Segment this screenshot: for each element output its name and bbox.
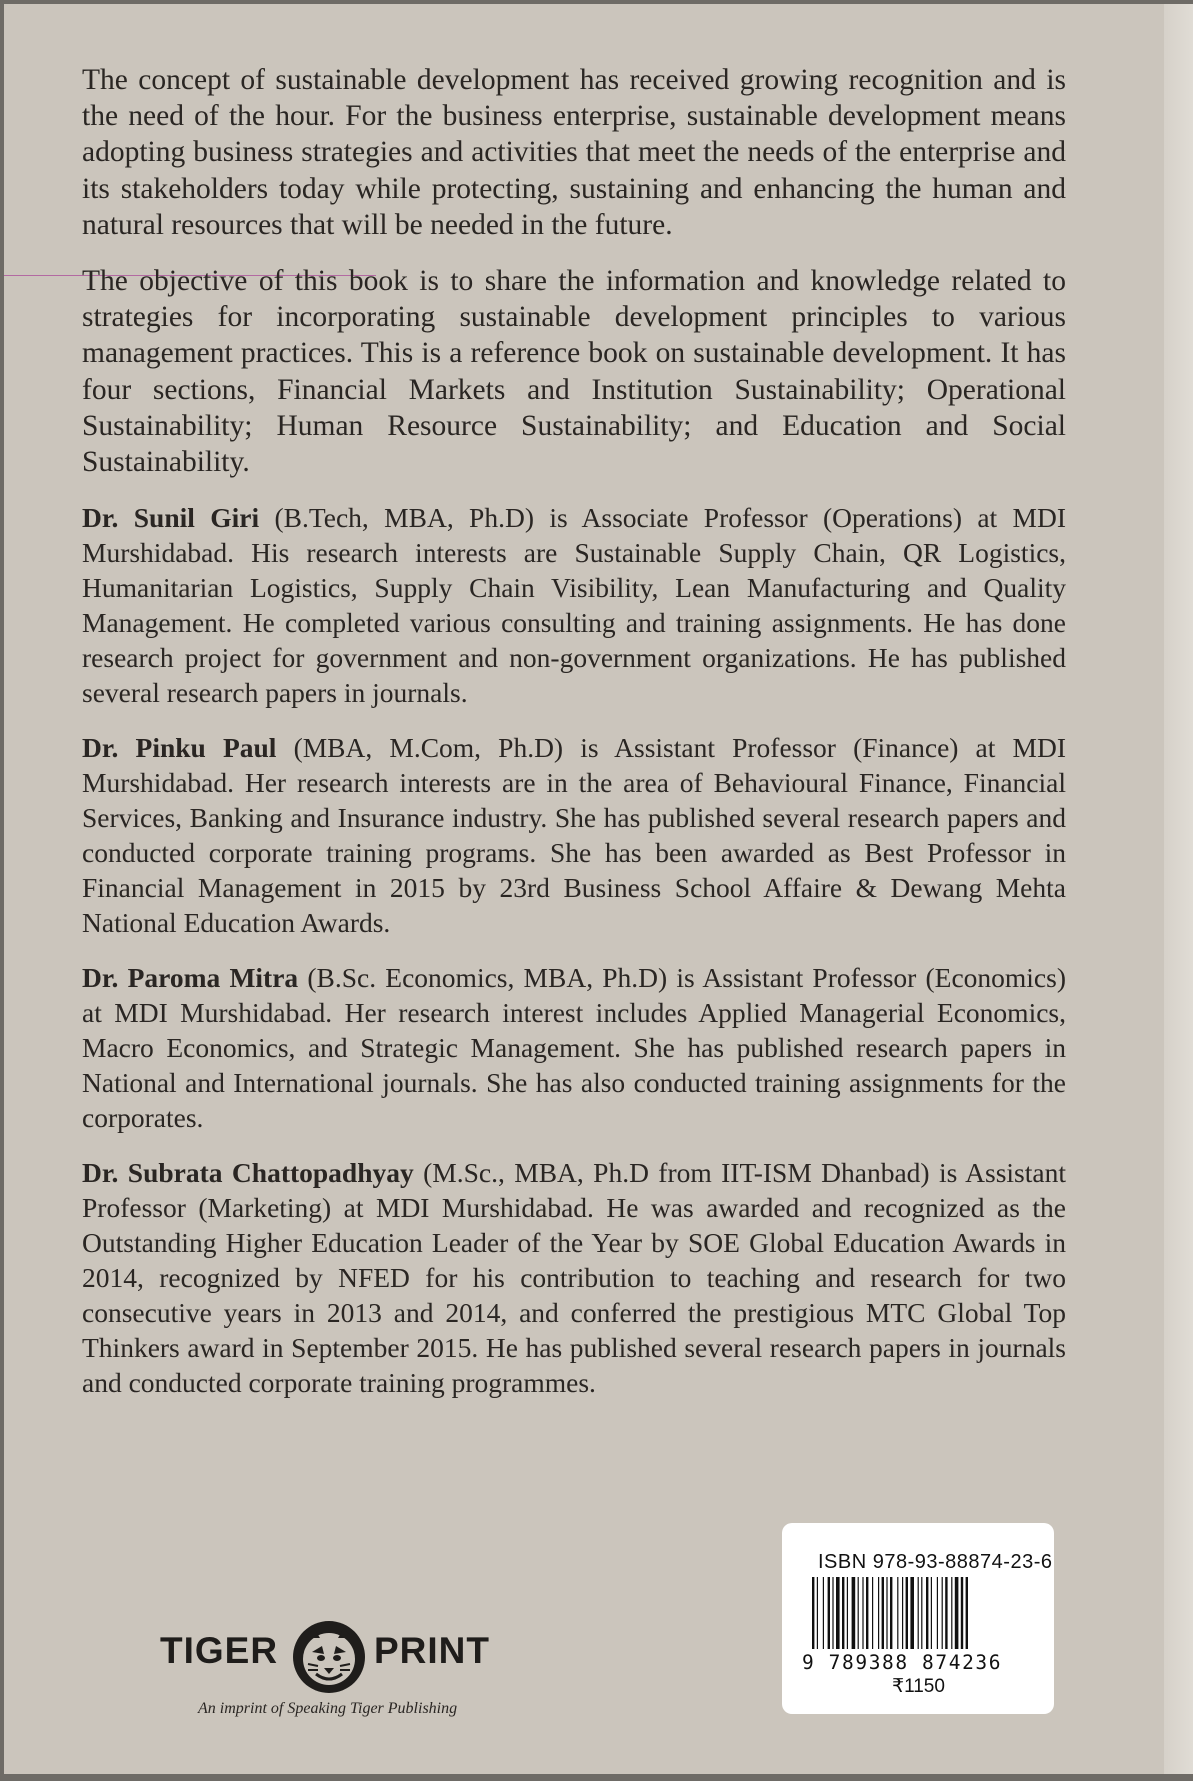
- barcode-icon: [812, 1577, 1026, 1655]
- barcode-digits: 9 789388 874236: [802, 1651, 1003, 1674]
- logo-word-left: TIGER: [160, 1630, 279, 1671]
- author-bio-giri: [82, 500, 1066, 710]
- logo-word-right: PRINT: [374, 1630, 490, 1671]
- author-bio-paul: [82, 730, 1066, 940]
- author-bio-mitra: [82, 960, 1066, 1135]
- author-name: Dr. Paroma Mitra: [82, 962, 299, 994]
- author-bio-text: (B.Sc. Economics, MBA, Ph.D) is Assistant Professor (Economics) at MDI Murshidabad. Her research interest includes Applied Managerial Economics, Macro Economics, and Strategic Management. She has published research papers in National and International journals. She has also conducted training assignments for the corporates.: [82, 962, 1066, 1134]
- blurb-paragraph-2: The objective of this book is to share the information and knowledge related to strategies for incorporating sustainable development principles to various management practices. This is a reference book on sustainable development. It has four sections, Financial Markets and Institution Sustainability; Operational Sustainability; Human Resource Sustainability; and Education and Social Sustainability.: [82, 265, 1066, 479]
- author-name: Dr. Pinku Paul: [82, 732, 277, 764]
- author-name: Dr. Subrata Chattopadhyay: [82, 1157, 414, 1189]
- author-bio-text: (MBA, M.Com, Ph.D) is Assistant Professor (Finance) at MDI Murshidabad. Her research interests are in the area of Behavioural Finance, Financial Services, Banking and Insurance industry. She has published several research papers and conducted corporate training programs. She has been awarded as Best Professor in Financial Management in 2015 by 23rd Business School Affaire & Dewang Mehta National Education Awards.: [82, 732, 1066, 939]
- cover-edge: [1164, 4, 1193, 1774]
- cover-text: [82, 62, 1066, 1420]
- blurb-paragraph-1: The concept of sustainable development has received growing recognition and is the need of the hour. For the business enterprise, sustainable development means adopting business strategies and activities that meet the needs of the enterprise and its stakeholders today while protecting, sustaining and enhancing the human and natural resources that will be needed in the future.: [82, 64, 1066, 241]
- price-label: ₹1150: [892, 1676, 945, 1697]
- barcode-panel: [782, 1523, 1054, 1714]
- author-bio-chattopadhyay: [82, 1155, 1066, 1400]
- author-bio-text: (B.Tech, MBA, Ph.D) is Associate Professor (Operations) at MDI Murshidabad. His research interests are Sustainable Supply Chain, QR Logistics, Humanitarian Logistics, Supply Chain Visibility, Lean Manufacturing and Quality Management. He completed various consulting and training assignments. He has done research project for government and non-government organizations. He has published several research papers in journals.: [82, 502, 1066, 709]
- tiger-head-icon: [290, 1618, 368, 1696]
- isbn-label: ISBN 978-93-88874-23-6: [818, 1551, 1053, 1573]
- imprint-line: An imprint of Speaking Tiger Publishing: [198, 1700, 458, 1717]
- publisher-logo: [160, 1618, 500, 1728]
- author-bio-text: (M.Sc., MBA, Ph.D from IIT-ISM Dhanbad) is Assistant Professor (Marketing) at MDI Murshidabad. He was awarded and recognized as the Outstanding Higher Education Leader of the Year by SOE Global Education Awards in 2014, recognized by NFED for his contribution to teaching and research for two consecutive years in 2013 and 2014, and conferred the prestigious MTC Global Top Thinkers award in September 2015. He has published several research papers in journals and conducted corporate training programmes.: [82, 1157, 1066, 1399]
- author-name: Dr. Sunil Giri: [82, 502, 260, 534]
